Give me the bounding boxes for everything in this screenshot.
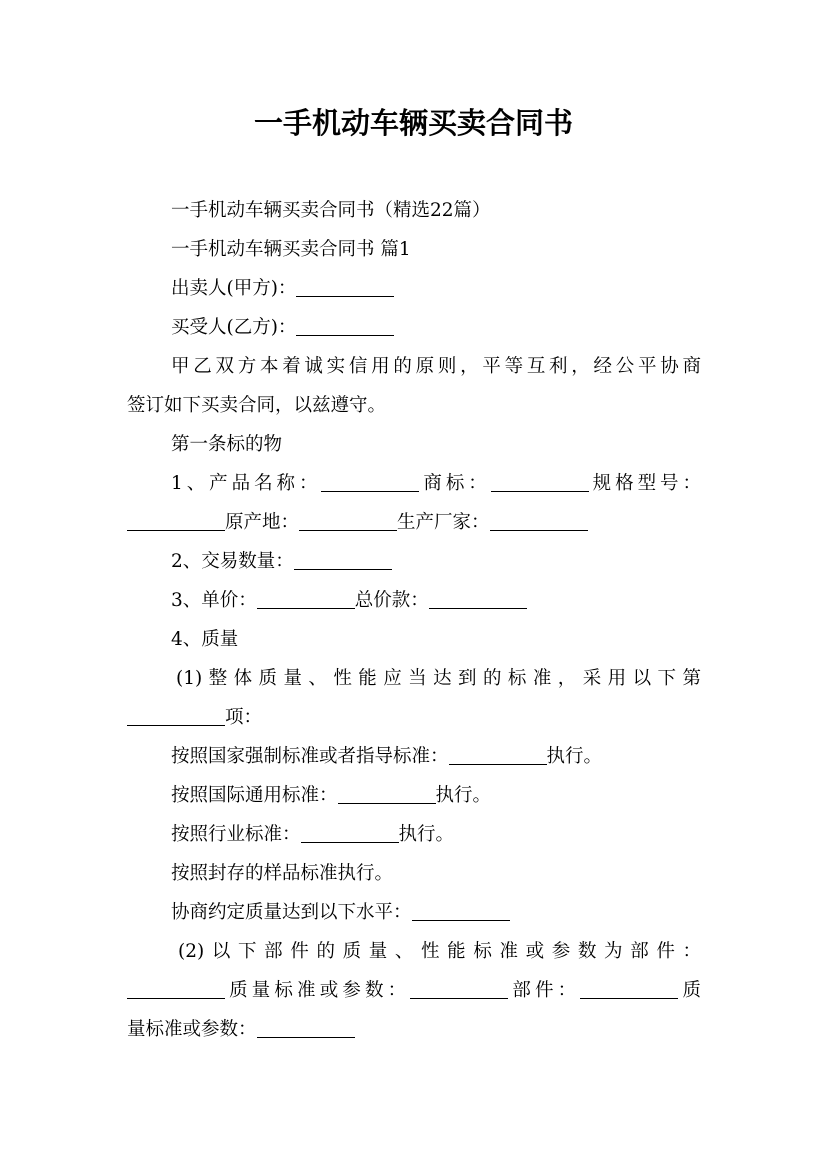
brand-blank	[491, 471, 589, 492]
item1-line-2	[127, 510, 588, 536]
std-industry-line	[171, 822, 454, 848]
std-agreed-line	[171, 900, 510, 926]
std-national-label: 按照国家强制标准或者指导标准：	[171, 746, 449, 767]
quality-1-suffix: 项：	[225, 707, 263, 728]
std-industry-blank	[301, 822, 399, 843]
std-agreed-blank	[412, 900, 510, 921]
parts-std-label-2: 量标准或参数：	[127, 1019, 257, 1040]
quality-2-line-3	[127, 1017, 355, 1043]
unit-price-blank	[257, 588, 355, 609]
parts-blank-1	[127, 978, 225, 999]
quantity-label: 2、交易数量：	[171, 551, 294, 572]
std-intl-line	[171, 783, 491, 809]
brand-label: 商标：	[419, 473, 491, 494]
std-national-line	[171, 744, 602, 770]
quality-2-line-2	[127, 978, 701, 1004]
quality-2-line-1	[178, 939, 701, 965]
item4-heading	[171, 627, 238, 653]
quantity-blank	[294, 549, 392, 570]
parts-blank-4	[257, 1017, 355, 1038]
buyer-blank	[296, 315, 394, 336]
parts-line-end: 质	[678, 980, 701, 1001]
quality-1-line-1	[176, 666, 701, 692]
buyer-line	[171, 315, 394, 341]
principle-line-1	[171, 354, 701, 380]
total-price-blank	[429, 588, 527, 609]
principle-text-2: 签订如下买卖合同，以兹遵守。	[127, 395, 387, 416]
buyer-label: 买受人(乙方)：	[171, 317, 297, 338]
subtitle-line	[171, 198, 491, 224]
quality-heading-text: 4、质量	[171, 629, 239, 650]
unit-price-label: 3、单价：	[171, 590, 257, 611]
principle-text-1: 甲乙双方本着诚实信用的原则，平等互利，经公平协商	[171, 356, 701, 377]
subtitle-text: 一手机动车辆买卖合同书（精选22篇）	[171, 200, 491, 221]
spec-blank	[127, 510, 225, 531]
std-national-suffix: 执行。	[546, 746, 603, 767]
principle-line-2	[127, 393, 386, 419]
quality-1-blank	[127, 705, 225, 726]
origin-blank	[299, 510, 397, 531]
std-national-blank	[449, 744, 547, 765]
part-heading-text: 一手机动车辆买卖合同书 篇1	[171, 239, 411, 260]
item3-line	[171, 588, 527, 614]
std-sample-line	[171, 861, 393, 887]
quality-1-text: (1)整体质量、性能应当达到的标准，采用以下第	[176, 668, 701, 689]
quality-2-text: (2)以下部件的质量、性能标准或参数为部件：	[178, 941, 701, 962]
product-name-blank	[321, 471, 419, 492]
parts-std-label: 质量标准或参数：	[225, 980, 411, 1001]
document-title: 一手机动车辆买卖合同书	[253, 106, 573, 140]
seller-blank	[296, 276, 394, 297]
seller-label: 出卖人(甲方)：	[171, 278, 297, 299]
std-industry-suffix: 执行。	[398, 824, 455, 845]
std-industry-label: 按照行业标准：	[171, 824, 301, 845]
parts-blank-2	[410, 978, 508, 999]
parts-blank-3	[580, 978, 678, 999]
maker-label: 生产厂家：	[397, 512, 490, 533]
std-intl-suffix: 执行。	[435, 785, 492, 806]
std-sample-text: 按照封存的样品标准执行。	[171, 863, 394, 884]
article-heading-text: 第一条标的物	[171, 434, 283, 455]
article-heading	[171, 432, 282, 458]
std-intl-blank	[338, 783, 436, 804]
origin-label: 原产地：	[225, 512, 300, 533]
std-intl-label: 按照国际通用标准：	[171, 785, 338, 806]
spec-label: 规格型号：	[588, 473, 701, 494]
parts-label: 部件：	[508, 980, 581, 1001]
seller-line	[171, 276, 394, 302]
part-heading	[171, 237, 411, 263]
item1-line-1	[171, 471, 701, 497]
maker-blank	[490, 510, 588, 531]
product-name-label: 1、产品名称：	[171, 473, 322, 494]
quality-1-line-2	[127, 705, 262, 731]
total-price-label: 总价款：	[354, 590, 429, 611]
std-agreed-label: 协商约定质量达到以下水平：	[171, 902, 412, 923]
item2-line	[171, 549, 392, 575]
